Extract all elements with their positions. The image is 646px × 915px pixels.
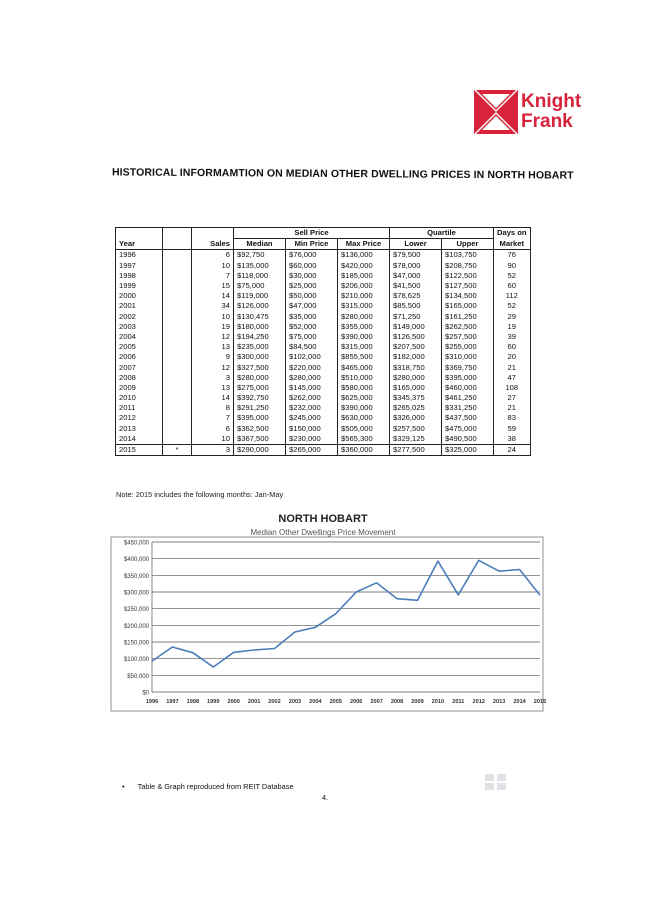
max-price-cell: $580,000 [338, 383, 390, 393]
price-history-table [115, 227, 531, 456]
median-cell: $75,000 [234, 281, 286, 291]
note-marker-cell [163, 352, 192, 362]
table-row [116, 261, 531, 271]
lower-quartile-cell: $85,500 [390, 301, 442, 311]
lower-quartile-cell: $165,000 [390, 383, 442, 393]
year-cell: 2013 [116, 424, 163, 434]
upper-quartile-cell: $331,250 [442, 403, 494, 413]
chart-frame [111, 537, 543, 711]
upper-quartile-cell: $437,500 [442, 413, 494, 423]
median-cell: $290,000 [234, 444, 286, 455]
sales-cell: 12 [192, 332, 234, 342]
x-tick-label: 2003 [288, 699, 302, 705]
table-body [116, 250, 531, 456]
sales-cell: 3 [192, 373, 234, 383]
year-cell: 2015 [116, 444, 163, 455]
sales-cell: 10 [192, 261, 234, 271]
median-cell: $275,000 [234, 383, 286, 393]
median-price-series-line [152, 560, 540, 667]
year-cell: 2008 [116, 373, 163, 383]
knight-frank-mark-icon [474, 90, 518, 134]
x-tick-label: 2007 [370, 699, 383, 705]
days-on-market-cell: 108 [494, 383, 531, 393]
lower-quartile-cell: $71,250 [390, 312, 442, 322]
upper-quartile-cell: $262,500 [442, 322, 494, 332]
lower-quartile-cell: $265,025 [390, 403, 442, 413]
upper-quartile-cell: $161,250 [442, 312, 494, 322]
upper-quartile-cell: $475,000 [442, 424, 494, 434]
year-cell: 2000 [116, 291, 163, 301]
days-on-market-cell: 59 [494, 424, 531, 434]
quartile-group-header: Quartile [390, 228, 494, 239]
median-cell: $367,500 [234, 434, 286, 445]
median-cell: $130,475 [234, 312, 286, 322]
sales-cell: 9 [192, 352, 234, 362]
year-cell: 2001 [116, 301, 163, 311]
days-on-market-cell: 29 [494, 312, 531, 322]
median-cell: $280,000 [234, 373, 286, 383]
lower-header: Lower [390, 239, 442, 250]
lower-quartile-cell: $149,000 [390, 322, 442, 332]
days-on-market-cell: 21 [494, 362, 531, 372]
max-price-cell: $355,000 [338, 322, 390, 332]
sales-cell: 6 [192, 424, 234, 434]
upper-quartile-cell: $310,000 [442, 352, 494, 362]
x-tick-label: 2009 [411, 699, 424, 705]
blank-header [192, 228, 234, 239]
x-tick-label: 2015 [533, 699, 547, 705]
max-price-cell: $185,000 [338, 271, 390, 281]
days-on-market-cell: 90 [494, 261, 531, 271]
upper-quartile-cell: $208,750 [442, 261, 494, 271]
sales-cell: 10 [192, 434, 234, 445]
days-on-market-cell: 112 [494, 291, 531, 301]
footnote-text: Table & Graph reproduced from REIT Database [137, 782, 294, 791]
days-on-market-cell: 27 [494, 393, 531, 403]
y-tick-label: $150,000 [123, 640, 149, 647]
upper-header: Upper [442, 239, 494, 250]
sales-cell: 8 [192, 403, 234, 413]
min-price-cell: $230,000 [286, 434, 338, 445]
table-row [116, 291, 531, 301]
max-price-cell: $390,000 [338, 403, 390, 413]
median-cell: $327,500 [234, 362, 286, 372]
blank-header [116, 228, 163, 239]
lower-quartile-cell: $126,500 [390, 332, 442, 342]
table-note: Note: 2015 includes the following months: Jan-May [116, 490, 284, 499]
max-price-cell: $510,000 [338, 373, 390, 383]
median-price-line-chart [110, 536, 547, 712]
bullet-icon: • [122, 782, 125, 791]
upper-quartile-cell: $165,000 [442, 301, 494, 311]
median-cell: $118,000 [234, 271, 286, 281]
days-on-market-cell: 52 [494, 301, 531, 311]
y-tick-label: $200,000 [123, 623, 149, 630]
min-price-cell: $76,000 [286, 250, 338, 261]
max-price-cell: $360,000 [338, 444, 390, 455]
upper-quartile-cell: $460,000 [442, 383, 494, 393]
table-row [116, 434, 531, 445]
year-cell: 2011 [116, 403, 163, 413]
upper-quartile-cell: $257,500 [442, 332, 494, 342]
y-tick-label: $450,000 [123, 540, 149, 547]
sales-cell: 15 [192, 281, 234, 291]
lower-quartile-cell: $318,750 [390, 362, 442, 372]
note-marker-cell [163, 250, 192, 261]
x-tick-label: 1997 [166, 699, 179, 705]
max-price-cell: $206,000 [338, 281, 390, 291]
page-number: 4. [322, 793, 329, 802]
year-cell: 1999 [116, 281, 163, 291]
table-row [116, 322, 531, 332]
min-price-cell: $60,000 [286, 261, 338, 271]
table-row [116, 362, 531, 372]
min-price-cell: $262,000 [286, 393, 338, 403]
chart-title: NORTH HOBART [278, 513, 368, 525]
sales-cell: 34 [192, 301, 234, 311]
lower-quartile-cell: $41,500 [390, 281, 442, 291]
median-cell: $119,000 [234, 291, 286, 301]
x-tick-label: 2000 [227, 699, 240, 705]
year-cell: 2006 [116, 352, 163, 362]
upper-quartile-cell: $127,500 [442, 281, 494, 291]
median-cell: $291,250 [234, 403, 286, 413]
days-on-market-cell: 60 [494, 342, 531, 352]
note-marker-cell [163, 373, 192, 383]
days-on-market-cell: 60 [494, 281, 531, 291]
min-price-cell: $102,000 [286, 352, 338, 362]
x-tick-label: 2013 [492, 699, 506, 705]
table-row [116, 373, 531, 383]
max-price-cell: $280,000 [338, 312, 390, 322]
days-on-market-cell: 76 [494, 250, 531, 261]
sales-cell: 3 [192, 444, 234, 455]
table-group-header-row [116, 228, 531, 239]
days-on-market-cell: 20 [494, 352, 531, 362]
sales-cell: 13 [192, 383, 234, 393]
lower-quartile-cell: $257,500 [390, 424, 442, 434]
x-tick-label: 2012 [472, 699, 485, 705]
upper-quartile-cell: $122,500 [442, 271, 494, 281]
days-on-header: Days on [494, 228, 531, 239]
year-cell: 2010 [116, 393, 163, 403]
max-price-cell: $315,000 [338, 342, 390, 352]
note-marker-cell [163, 393, 192, 403]
table-row [116, 403, 531, 413]
sales-cell: 14 [192, 291, 234, 301]
knight-frank-logo [474, 90, 590, 134]
max-price-cell: $855,500 [338, 352, 390, 362]
table-row [116, 342, 531, 352]
min-price-cell: $50,000 [286, 291, 338, 301]
median-cell: $362,500 [234, 424, 286, 434]
blank-header [163, 228, 192, 239]
median-cell: $135,000 [234, 261, 286, 271]
max-price-cell: $630,000 [338, 413, 390, 423]
sales-cell: 7 [192, 413, 234, 423]
min-price-cell: $150,000 [286, 424, 338, 434]
note-marker-cell [163, 413, 192, 423]
max-price-cell: $390,000 [338, 332, 390, 342]
note-marker-cell [163, 383, 192, 393]
max-price-cell: $420,000 [338, 261, 390, 271]
median-cell: $92,750 [234, 250, 286, 261]
table-row [116, 250, 531, 261]
note-marker-cell [163, 403, 192, 413]
min-price-cell: $265,000 [286, 444, 338, 455]
max-price-cell: $210,000 [338, 291, 390, 301]
min-price-cell: $47,000 [286, 301, 338, 311]
sales-cell: 14 [192, 393, 234, 403]
x-tick-label: 2002 [268, 699, 281, 705]
min-price-cell: $232,000 [286, 403, 338, 413]
median-cell: $194,250 [234, 332, 286, 342]
sales-cell: 7 [192, 271, 234, 281]
y-tick-label: $300,000 [123, 590, 149, 597]
blank-header [163, 239, 192, 250]
max-price-header: Max Price [338, 239, 390, 250]
min-price-cell: $35,000 [286, 312, 338, 322]
year-cell: 2003 [116, 322, 163, 332]
year-cell: 2002 [116, 312, 163, 322]
x-tick-label: 2011 [452, 699, 465, 705]
table-row [116, 332, 531, 342]
table-row [116, 281, 531, 291]
median-cell: $180,000 [234, 322, 286, 332]
note-marker-cell [163, 434, 192, 445]
days-on-market-cell: 52 [494, 271, 531, 281]
year-cell: 2007 [116, 362, 163, 372]
lower-quartile-cell: $182,000 [390, 352, 442, 362]
lower-quartile-cell: $329,125 [390, 434, 442, 445]
faint-stamp-icon [484, 773, 508, 791]
year-cell: 2005 [116, 342, 163, 352]
upper-quartile-cell: $490,500 [442, 434, 494, 445]
upper-quartile-cell: $461,250 [442, 393, 494, 403]
logo-word-frank: Frank [521, 111, 573, 132]
max-price-cell: $505,000 [338, 424, 390, 434]
logo-word-knight: Knight [521, 91, 582, 112]
y-tick-label: $50,000 [127, 673, 149, 680]
y-tick-label: $250,000 [123, 607, 149, 614]
table-row [116, 312, 531, 322]
x-tick-label: 2008 [390, 699, 404, 705]
table-row [116, 444, 531, 455]
note-marker-cell [163, 271, 192, 281]
min-price-cell: $280,000 [286, 373, 338, 383]
lower-quartile-cell: $280,000 [390, 373, 442, 383]
table-row [116, 413, 531, 423]
sales-cell: 13 [192, 342, 234, 352]
table-row [116, 383, 531, 393]
days-on-market-cell: 47 [494, 373, 531, 383]
note-marker-cell [163, 312, 192, 322]
days-on-market-cell: 38 [494, 434, 531, 445]
y-tick-label: $0 [142, 690, 149, 697]
min-price-cell: $52,000 [286, 322, 338, 332]
lower-quartile-cell: $47,000 [390, 271, 442, 281]
days-on-market-cell: 21 [494, 403, 531, 413]
note-marker-cell [163, 322, 192, 332]
days-on-market-cell: 83 [494, 413, 531, 423]
days-on-market-cell: 19 [494, 322, 531, 332]
lower-quartile-cell: $78,000 [390, 261, 442, 271]
lower-quartile-cell: $277,500 [390, 444, 442, 455]
x-tick-label: 2010 [431, 699, 445, 705]
year-header: Year [116, 239, 163, 250]
x-tick-label: 1996 [145, 699, 159, 705]
min-price-cell: $245,000 [286, 413, 338, 423]
chart-subtitle: Median Other Dwellings Price Movement [250, 528, 396, 537]
x-tick-label: 2001 [247, 699, 261, 705]
note-marker-cell [163, 362, 192, 372]
median-cell: $235,000 [234, 342, 286, 352]
sales-header: Sales [192, 239, 234, 250]
footnote [122, 782, 294, 791]
x-tick-label: 2014 [513, 699, 526, 705]
sales-cell: 19 [192, 322, 234, 332]
sell-price-group-header: Sell Price [234, 228, 390, 239]
upper-quartile-cell: $255,000 [442, 342, 494, 352]
median-header: Median [234, 239, 286, 250]
days-on-market-cell: 24 [494, 444, 531, 455]
sales-cell: 12 [192, 362, 234, 372]
max-price-cell: $565,300 [338, 434, 390, 445]
lower-quartile-cell: $207,500 [390, 342, 442, 352]
year-cell: 1996 [116, 250, 163, 261]
y-tick-label: $100,000 [123, 657, 149, 664]
max-price-cell: $465,000 [338, 362, 390, 372]
median-cell: $300,000 [234, 352, 286, 362]
year-cell: 2012 [116, 413, 163, 423]
lower-quartile-cell: $78,625 [390, 291, 442, 301]
note-marker-cell [163, 261, 192, 271]
note-marker-cell [163, 301, 192, 311]
max-price-cell: $625,000 [338, 393, 390, 403]
y-tick-label: $350,000 [123, 573, 149, 580]
min-price-cell: $145,000 [286, 383, 338, 393]
table-row [116, 301, 531, 311]
min-price-cell: $25,000 [286, 281, 338, 291]
max-price-cell: $136,000 [338, 250, 390, 261]
upper-quartile-cell: $134,500 [442, 291, 494, 301]
min-price-cell: $220,000 [286, 362, 338, 372]
min-price-cell: $84,500 [286, 342, 338, 352]
upper-quartile-cell: $103,750 [442, 250, 494, 261]
x-tick-label: 2004 [309, 699, 322, 705]
min-price-cell: $75,000 [286, 332, 338, 342]
year-cell: 1998 [116, 271, 163, 281]
median-cell: $395,000 [234, 413, 286, 423]
market-header: Market [494, 239, 531, 250]
document-title: HISTORICAL INFORMAMTION ON MEDIAN OTHER DWELLING PRICES IN NORTH HOBART [111, 166, 574, 182]
upper-quartile-cell: $369,750 [442, 362, 494, 372]
y-tick-label: $400,000 [123, 557, 149, 564]
note-marker-cell [163, 291, 192, 301]
year-cell: 1997 [116, 261, 163, 271]
median-cell: $392,750 [234, 393, 286, 403]
x-tick-label: 2005 [329, 699, 343, 705]
upper-quartile-cell: $325,000 [442, 444, 494, 455]
year-cell: 2009 [116, 383, 163, 393]
note-marker-cell [163, 342, 192, 352]
note-marker-cell [163, 281, 192, 291]
min-price-header: Min Price [286, 239, 338, 250]
sales-cell: 6 [192, 250, 234, 261]
max-price-cell: $315,000 [338, 301, 390, 311]
x-tick-label: 1999 [207, 699, 220, 705]
upper-quartile-cell: $395,000 [442, 373, 494, 383]
table-row [116, 393, 531, 403]
note-marker-cell: * [163, 444, 192, 455]
note-marker-cell [163, 332, 192, 342]
days-on-market-cell: 39 [494, 332, 531, 342]
sales-cell: 10 [192, 312, 234, 322]
table-row [116, 271, 531, 281]
min-price-cell: $30,000 [286, 271, 338, 281]
lower-quartile-cell: $326,000 [390, 413, 442, 423]
table-row [116, 352, 531, 362]
year-cell: 2014 [116, 434, 163, 445]
note-marker-cell [163, 424, 192, 434]
lower-quartile-cell: $345,375 [390, 393, 442, 403]
median-cell: $126,000 [234, 301, 286, 311]
year-cell: 2004 [116, 332, 163, 342]
x-tick-label: 1998 [186, 699, 200, 705]
table-row [116, 424, 531, 434]
lower-quartile-cell: $79,500 [390, 250, 442, 261]
x-tick-label: 2006 [349, 699, 363, 705]
table-header-row [116, 239, 531, 250]
